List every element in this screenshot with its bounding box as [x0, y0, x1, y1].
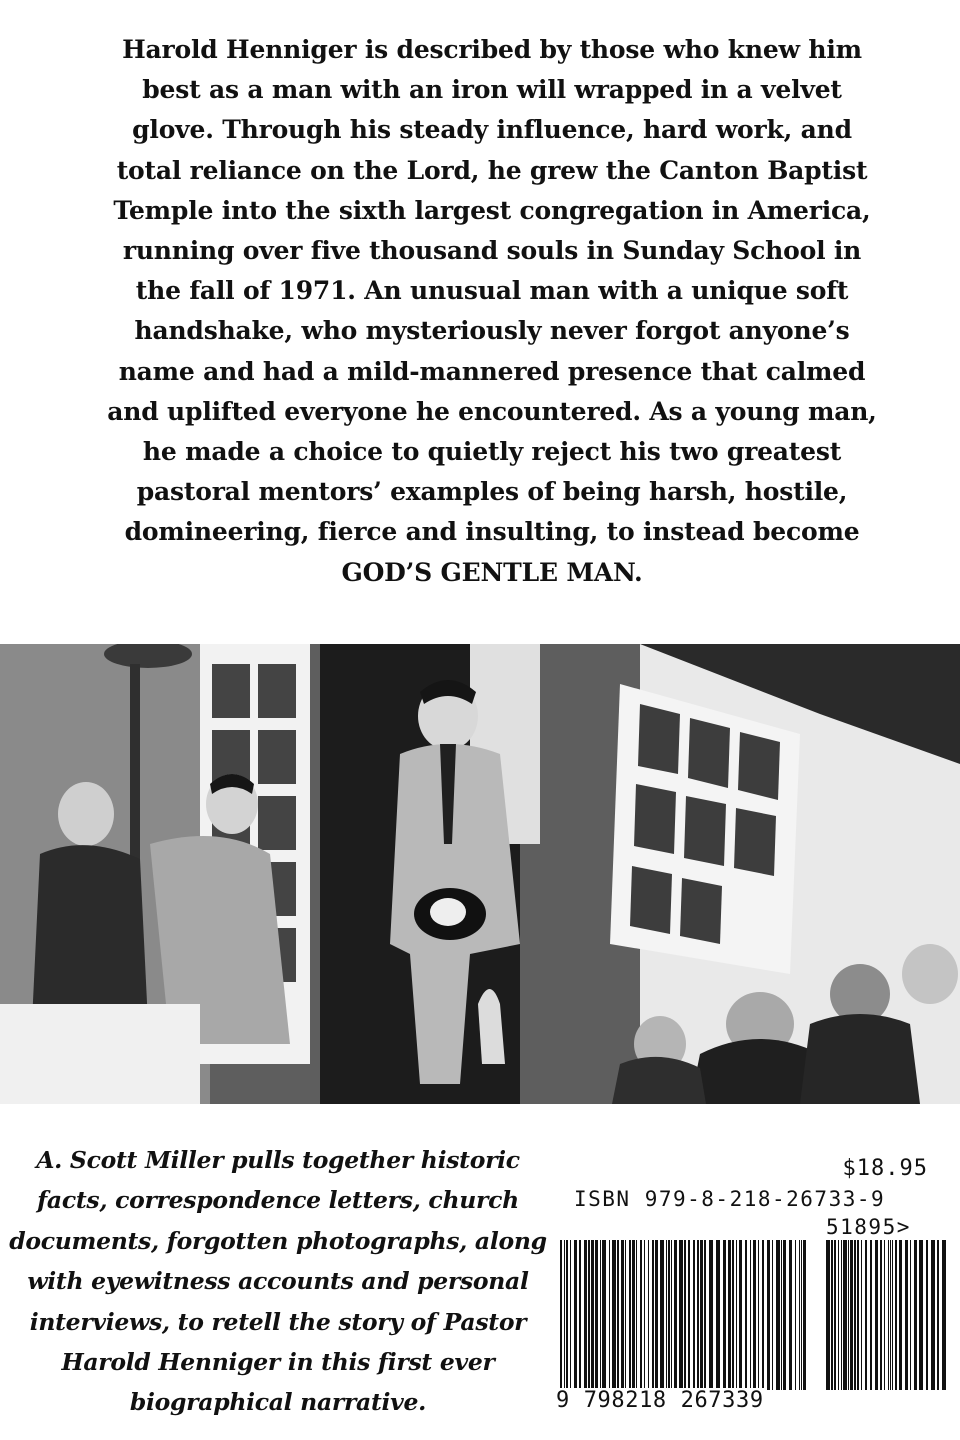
- price-label: $18.95: [842, 1156, 928, 1181]
- addon-code-text: 51895>: [826, 1215, 911, 1239]
- barcode-digits: 9 798218 267339: [556, 1388, 764, 1413]
- back-cover-description: [100, 30, 884, 593]
- book-tagline: GOD’S GENTLE MAN.: [341, 557, 643, 587]
- historic-photograph: [0, 644, 960, 1104]
- description-text: Harold Henniger is described by those who knew him best as a man with an iron will wrapped in a velvet glove. Through his steady influence, hard work, and total reliance on the Lord, he grew the Canton Baptist Temple into the sixth largest congregation in America, running over five thousand souls in Sunday School in the fall of 1971. An unusual man with a unique soft handshake, who mysteriously never forgot anyone’s name and had a mild-mannered presence that calmed and uplifted everyone he encountered. As a young man, he made a choice to quietly reject his two greatest pastoral mentors’ examples of being harsh, hostile, domineering, fierce and insulting, to instead become: [107, 35, 877, 547]
- isbn-barcode-block: [556, 1156, 948, 1426]
- isbn-text: ISBN 979-8-218-26733-9: [574, 1187, 886, 1211]
- author-description: A. Scott Miller pulls together historic facts, correspondence letters, church documents, forgotten photographs, along with eyewitness accounts and personal interviews, to retell the story of Pastor Harold Henniger in this first ever biographical narrative.: [9, 1146, 547, 1417]
- barcode-image: [556, 1240, 948, 1390]
